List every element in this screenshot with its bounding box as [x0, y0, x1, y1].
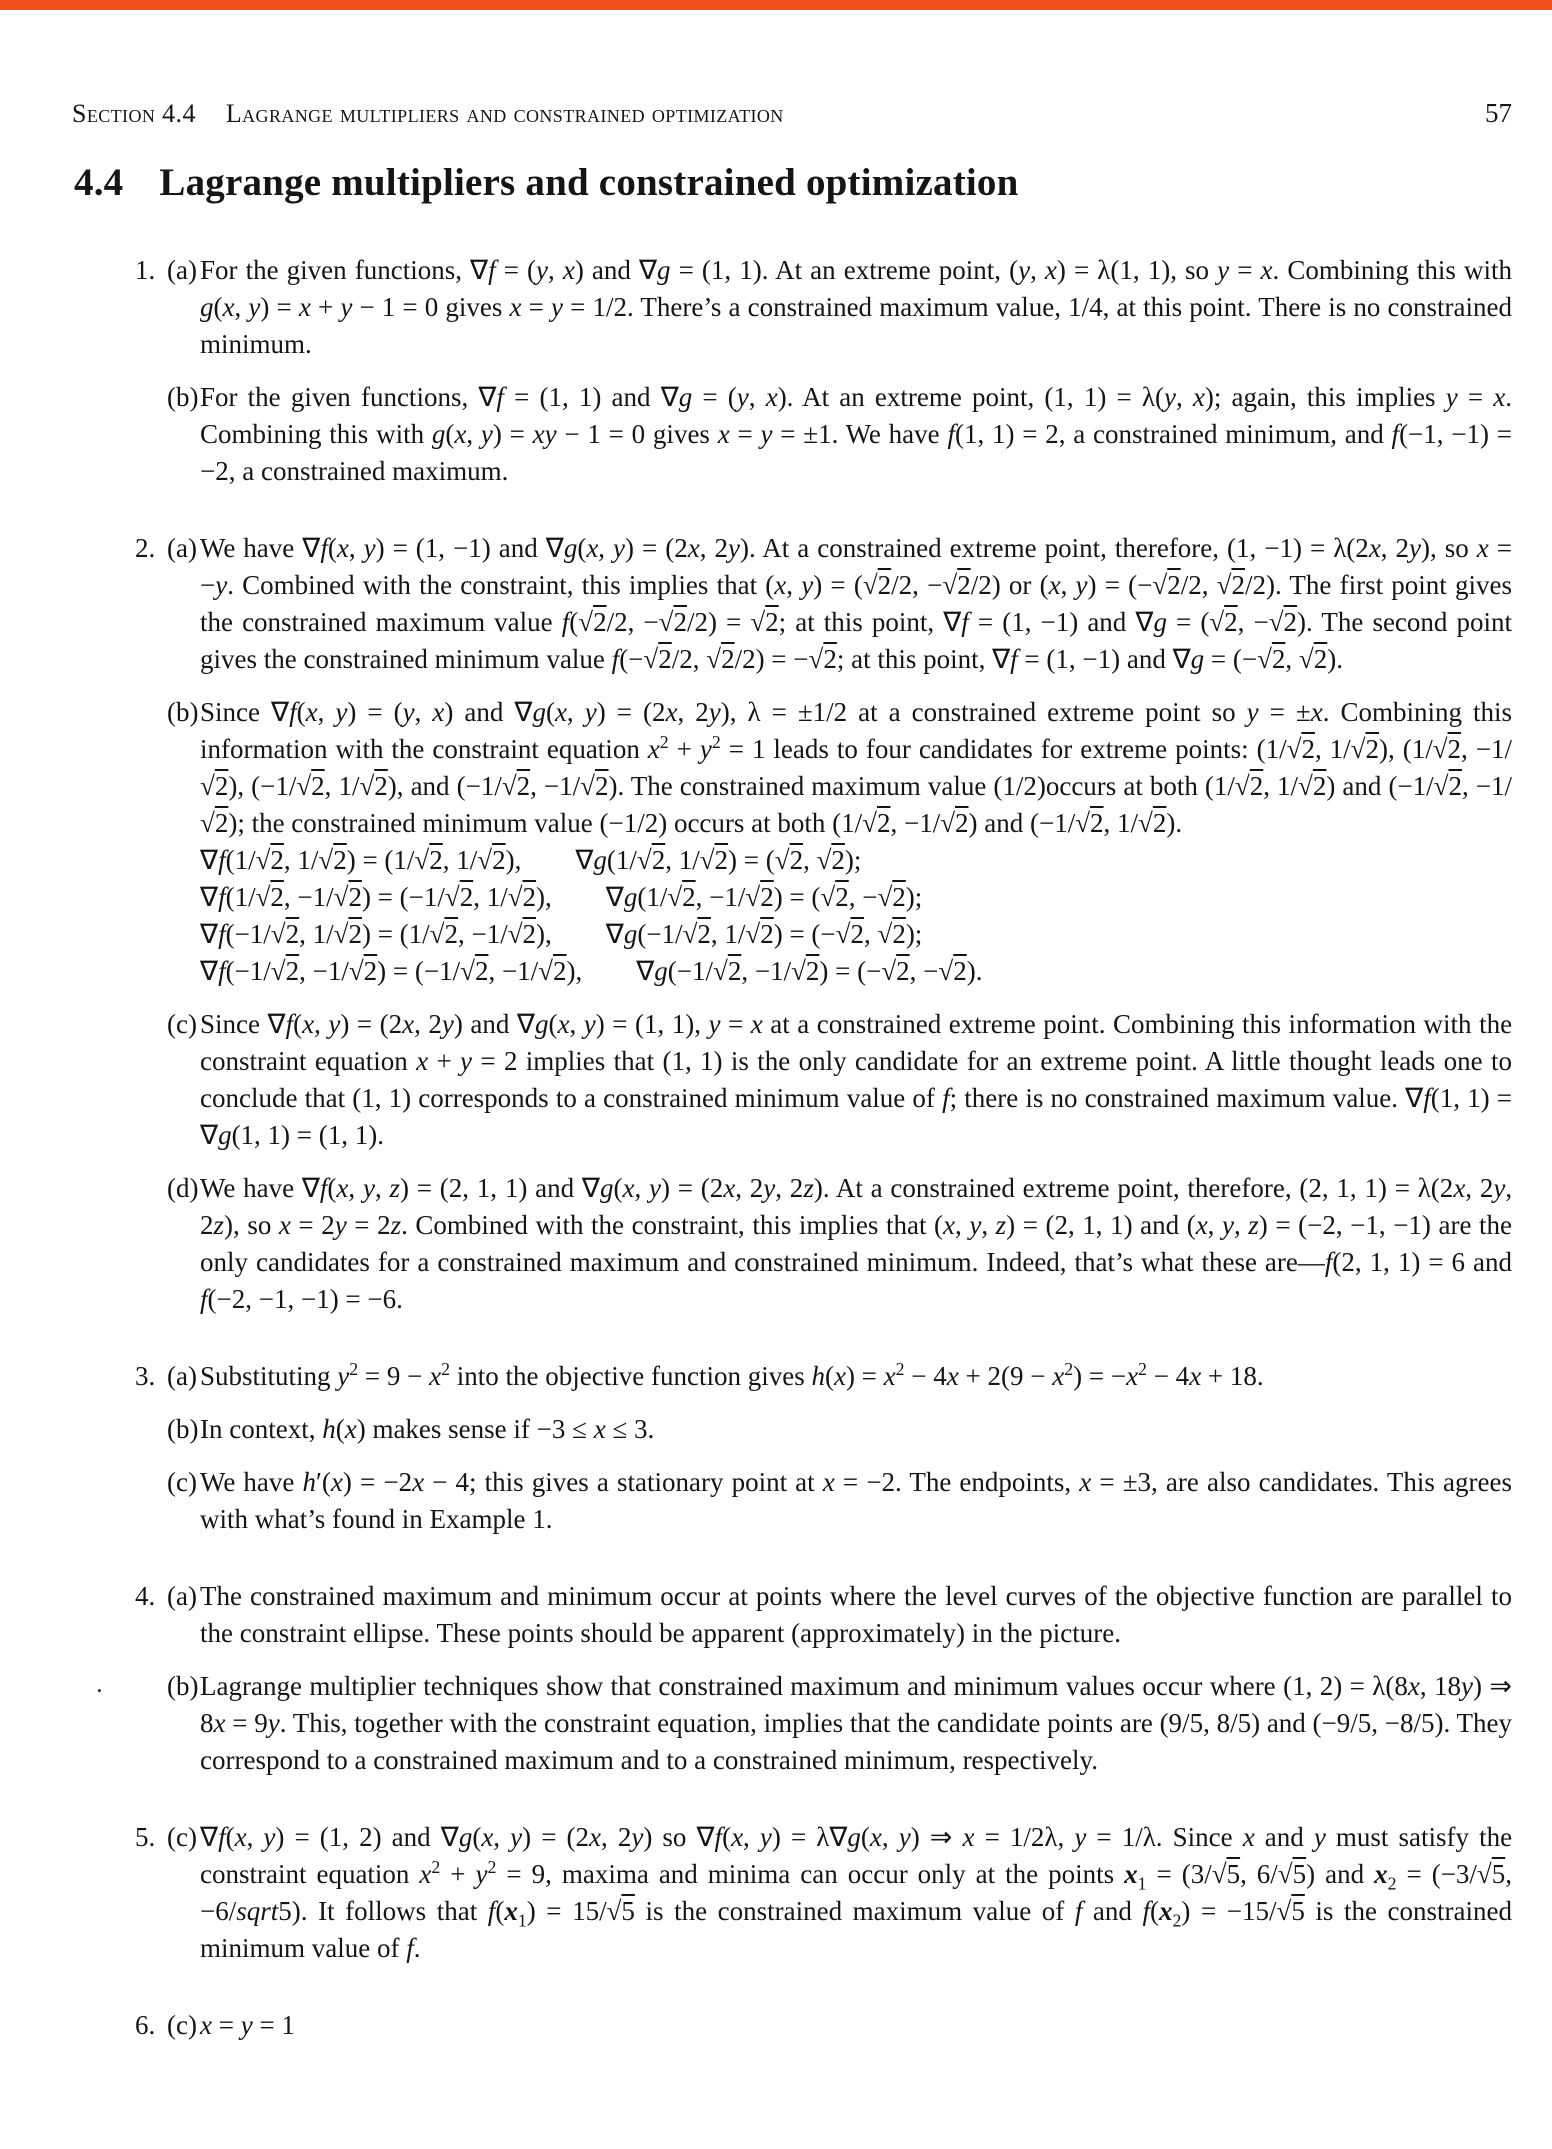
- top-accent-bar: [0, 0, 1552, 10]
- solution-part: [167, 1411, 1512, 1448]
- equation-line: ∇f(−1/√2, 1/√2) = (1/√2, −1/√2), ∇g(−1/√2, 1/√2) = (−√2, √2);: [200, 919, 923, 949]
- solution-part: [167, 694, 1512, 990]
- page-number: 57: [1485, 98, 1512, 128]
- solution-part: [167, 1006, 1512, 1154]
- part-label: (a): [167, 1581, 197, 1611]
- problem-parts: [167, 1358, 1512, 1538]
- problem-parts: [167, 252, 1512, 490]
- problem-row: [135, 1819, 1512, 1967]
- solution-part: [167, 1668, 1512, 1779]
- solution-part: [167, 252, 1512, 363]
- part-label: (b): [167, 697, 199, 727]
- problem-parts: [167, 1578, 1512, 1779]
- problem-row: [135, 1358, 1512, 1538]
- part-text: ∇f(x, y) = (1, 2) and ∇g(x, y) = (2x, 2y) so ∇f(x, y) = λ∇g(x, y) ⇒ x = 1/2λ, y = 1/λ. Since x and y must satisfy the constraint equation $x^2 + y^2 = 9$, maxima and minima can occur only at the points $x_1 = (3/√5$, 6/√5) and $x_2 = (-3/√5$, −6/sqrt5). It follows that $f(x_1) = 15/√5$ is the constrained maximum value of f and $f(x_2) = -15/√5$ is the constrained minimum value of f.: [200, 1822, 1513, 1963]
- part-text: We have ∇f(x, y, z) = (2, 1, 1) and ∇g(x, y) = (2x, 2y, 2z). At a constrained extreme point, therefore, (2, 1, 1) = λ(2x, 2y, 2z), so x = 2y = 2z. Combined with the constraint, this implies that (x, y, z) = (2, 1, 1) and (x, y, z) = (−2, −1, −1) are the only candidates for a constrained maximum and constrained minimum. Indeed, that’s what these are—f(2, 1, 1) = 6 and f(−2, −1, −1) = −6.: [200, 1173, 1513, 1314]
- gradient-equations: [200, 842, 1512, 990]
- running-header-section: Section 4.4: [72, 99, 196, 128]
- part-text: We have h′(x) = −2x − 4; this gives a stationary point at x = −2. The endpoints, x = ±3, are also candidates. This agrees with what’s found in Example 1.: [200, 1467, 1512, 1534]
- part-label: (c): [167, 2010, 197, 2040]
- part-label: (b): [167, 1414, 199, 1444]
- part-text: Lagrange multiplier techniques show that constrained maximum and minimum values occur where (1, 2) = λ(8x, 18y) ⇒ 8x = 9y. This, together with the constraint equation, implies that the candidate points are (9/5, 8/5) and (−9/5, −8/5). They correspond to a constrained maximum and to a constrained minimum, respectively.: [200, 1671, 1512, 1775]
- solution-part: [167, 1358, 1512, 1395]
- solution-part: [167, 2007, 1512, 2044]
- part-text: For the given functions, ∇f = (y, x) and ∇g = (1, 1). At an extreme point, (y, x) = λ(1, 1), so y = x. Combining this with g(x, y) = x + y − 1 = 0 gives x = y = 1/2. There’s a constrained maximum value, 1/4, at this point. There is no constrained minimum.: [200, 255, 1513, 359]
- part-label: (d): [167, 1173, 199, 1203]
- problem-number: 3.: [135, 1361, 156, 1391]
- part-text: Since ∇f(x, y) = (y, x) and ∇g(x, y) = (2x, 2y), λ = ±1/2 at a constrained extreme point so y = ±x. Combining this information with the constraint equation $x^2 + y^2 = 1$ leads to four candidates for extreme points: (1/√2, 1/√2), (1/√2, −1/√2), (−1/√2, 1/√2), and (−1/√2, −1/√2). The constrained maximum value (1/2)occurs at both (1/√2, 1/√2) and (−1/√2, −1/√2); the constrained minimum value (−1/2) occurs at both (1/√2, −1/√2) and (−1/√2, 1/√2). ∇f(1/√2, 1/√2) = (1/√2, 1/√2), ∇g(1/√2, 1/√2) = (√2, √2); ∇f(1/√2, −1/√2) = (−1/√2, 1/√2), ∇g(1/√2, −1/√2) = (√2, −√2); ∇f(−1/√2, 1/√2) = (1/√2, −1/√2), ∇g(−1/√2, 1/√2) = (−√2, √2); ∇f(−1/√2, −1/√2) = (−1/√2, −1/√2), ∇g(−1/√2, −1/√2) = (−√2, −√2).: [200, 694, 1512, 990]
- part-text: The constrained maximum and minimum occur at points where the level curves of the objective function are parallel to the constraint ellipse. These points should be apparent (approximately) in the picture.: [200, 1581, 1512, 1648]
- solution-part: [167, 1578, 1512, 1652]
- problem-row: [135, 1578, 1512, 1779]
- problem-row: [135, 2007, 1512, 2044]
- part-text: x = y = 1: [200, 2010, 295, 2040]
- stray-mark: .: [96, 1668, 103, 1698]
- solutions-list: [135, 252, 1512, 2084]
- solution-part: [167, 1464, 1512, 1538]
- running-header-title: Lagrange multipliers and constrained optimization: [225, 99, 784, 128]
- equation-line: ∇f(−1/√2, −1/√2) = (−1/√2, −1/√2), ∇g(−1/√2, −1/√2) = (−√2, −√2).: [200, 956, 983, 986]
- solution-part: [167, 530, 1512, 678]
- part-label: (b): [167, 382, 199, 412]
- part-text: For the given functions, ∇f = (1, 1) and ∇g = (y, x). At an extreme point, (1, 1) = λ(y, x); again, this implies y = x. Combining this with g(x, y) = xy − 1 = 0 gives x = y = ±1. We have f(1, 1) = 2, a constrained minimum, and f(−1, −1) = −2, a constrained maximum.: [200, 382, 1513, 486]
- part-text: Substituting $y^2 = 9 - x^2$ into the objective function gives $h(x) = x^2 - 4x + 2(9 - x^2) = -x^2 - 4x + 18$.: [200, 1359, 1264, 1391]
- problem-number: 2.: [135, 533, 156, 563]
- section-title: [74, 160, 1019, 205]
- problem-number: 4.: [135, 1581, 156, 1611]
- part-label: (c): [167, 1822, 197, 1852]
- part-text: In context, h(x) makes sense if −3 ≤ x ≤ 3.: [200, 1414, 655, 1444]
- part-text: Since ∇f(x, y) = (2x, 2y) and ∇g(x, y) = (1, 1), y = x at a constrained extreme point. Combining this information with the constraint equation x + y = 2 implies that (1, 1) is the only candidate for an extreme point. A little thought leads one to conclude that (1, 1) corresponds to a constrained minimum value of f; there is no constrained maximum value. ∇f(1, 1) = ∇g(1, 1) = (1, 1).: [200, 1009, 1513, 1150]
- running-header-text: [72, 99, 784, 129]
- part-label: (c): [167, 1009, 197, 1039]
- equation-line: ∇f(1/√2, −1/√2) = (−1/√2, 1/√2), ∇g(1/√2, −1/√2) = (√2, −√2);: [200, 882, 923, 912]
- problem-parts: [167, 1819, 1512, 1967]
- solution-part: [167, 1819, 1512, 1967]
- running-header: [72, 98, 1512, 129]
- section-title-number: 4.4: [74, 161, 124, 204]
- problem-parts: [167, 530, 1512, 1318]
- problem-parts: [167, 2007, 1512, 2044]
- part-text: We have ∇f(x, y) = (1, −1) and ∇g(x, y) = (2x, 2y). At a constrained extreme point, therefore, (1, −1) = λ(2x, 2y), so x = −y. Combined with the constraint, this implies that (x, y) = (√2/2, −√2/2) or (x, y) = (−√2/2, √2/2). The first point gives the constrained maximum value f(√2/2, −√2/2) = √2; at this point, ∇f = (1, −1) and ∇g = (√2, −√2). The second point gives the constrained minimum value f(−√2/2, √2/2) = −√2; at this point, ∇f = (1, −1) and ∇g = (−√2, √2).: [200, 533, 1513, 674]
- solution-part: [167, 1170, 1512, 1318]
- problem-number: 1.: [135, 255, 156, 285]
- part-label: (a): [167, 255, 197, 285]
- part-label: (a): [167, 533, 197, 563]
- problem-row: [135, 252, 1512, 490]
- problem-row: [135, 530, 1512, 1318]
- part-label: (b): [167, 1671, 199, 1701]
- equation-line: ∇f(1/√2, 1/√2) = (1/√2, 1/√2), ∇g(1/√2, 1/√2) = (√2, √2);: [200, 845, 862, 875]
- problem-number: 5.: [135, 1822, 156, 1852]
- solution-part: [167, 379, 1512, 490]
- part-label: (c): [167, 1467, 197, 1497]
- problem-number: 6.: [135, 2010, 156, 2040]
- section-title-text: Lagrange multipliers and constrained optimization: [159, 161, 1019, 204]
- part-label: (a): [167, 1361, 197, 1391]
